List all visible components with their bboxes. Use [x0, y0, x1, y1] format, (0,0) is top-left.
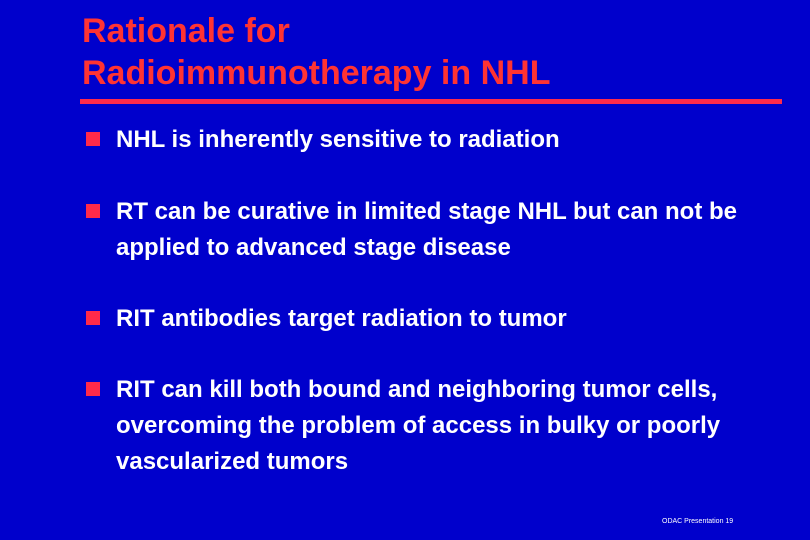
footer-note: ODAC Presentation 19 [662, 518, 734, 525]
bullet-text: RIT can kill both bound and neighboring tumor cells, overcoming the problem of access in bulky or poorly vascularized tumors [116, 376, 721, 475]
bullet-item [86, 122, 766, 158]
square-bullet-icon [86, 132, 100, 146]
bullet-item [86, 372, 766, 480]
bullet-text: RT can be curative in limited stage NHL but can not be applied to advanced stage disease [116, 198, 737, 261]
slide-title: Rationale for Radioimmunotherapy in NHL [82, 12, 551, 92]
square-bullet-icon [86, 311, 100, 325]
square-bullet-icon [86, 204, 100, 218]
square-bullet-icon [86, 382, 100, 396]
title-divider [80, 99, 782, 104]
bullet-item [86, 301, 766, 337]
bullet-text: NHL is inherently sensitive to radiation [116, 126, 560, 153]
bullet-item [86, 194, 766, 266]
bullet-text: RIT antibodies target radiation to tumor [116, 305, 567, 332]
